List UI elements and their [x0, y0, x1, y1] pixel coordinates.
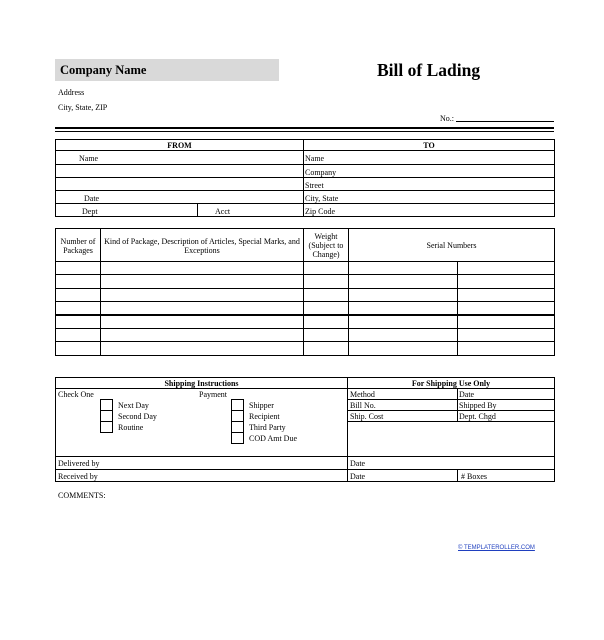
- second-day-label: Second Day: [118, 412, 157, 421]
- number-field-line[interactable]: [456, 121, 554, 122]
- row-line: [55, 341, 555, 342]
- date-label: Date: [459, 390, 475, 399]
- from-to-header-line: [55, 150, 555, 151]
- dept-chgd-label: Dept. Chgd: [459, 412, 496, 421]
- row-line: [55, 456, 555, 457]
- row-line: [55, 261, 555, 262]
- company-name[interactable]: Company Name: [60, 63, 147, 77]
- delivered-date-label: Date: [350, 459, 366, 468]
- number-label: No.:: [440, 114, 454, 123]
- payment-label: Payment: [199, 390, 227, 399]
- shipping-instructions-heading: Shipping Instructions: [164, 379, 239, 388]
- city-state-zip-field[interactable]: City, State, ZIP: [58, 103, 108, 112]
- check-one-label: Check One: [58, 390, 94, 399]
- col-line: [347, 377, 348, 482]
- to-heading: TO: [423, 141, 435, 150]
- col-number-of-packages: Number of Packages: [60, 237, 96, 255]
- recipient-label: Recipient: [249, 412, 280, 421]
- to-name-label: Name: [305, 154, 325, 163]
- row-line: [55, 301, 555, 302]
- delivered-by-label: Delivered by: [58, 459, 100, 468]
- from-dept-label: Dept: [82, 207, 98, 216]
- row-line: [347, 421, 555, 422]
- to-street-label: Street: [305, 181, 324, 190]
- col-kind-of-package: Kind of Package, Description of Articles, Special Marks, and Exceptions: [104, 237, 300, 255]
- received-date-label: Date: [350, 472, 366, 481]
- third-party-label: Third Party: [249, 423, 286, 432]
- row-line: [347, 399, 555, 400]
- col-line: [457, 469, 458, 482]
- shipping-use-only-heading: For Shipping Use Only: [411, 379, 491, 388]
- comments-label: COMMENTS:: [58, 491, 106, 500]
- from-date-label: Date: [84, 194, 100, 203]
- row-line: [55, 469, 555, 470]
- to-company-label: Company: [305, 168, 337, 177]
- row-line: [55, 288, 555, 289]
- from-heading: FROM: [167, 141, 192, 150]
- method-label: Method: [350, 390, 375, 399]
- row-line: [55, 177, 555, 178]
- shipper-label: Shipper: [249, 401, 274, 410]
- bill-no-label: Bill No.: [350, 401, 376, 410]
- row-line: [55, 203, 555, 204]
- received-by-label: Received by: [58, 472, 98, 481]
- shipped-by-label: Shipped By: [459, 401, 497, 410]
- page-title: Bill of Lading: [377, 60, 481, 80]
- row-line: [55, 190, 555, 191]
- header-divider-thin: [55, 131, 554, 132]
- routine-label: Routine: [118, 423, 144, 432]
- cod-checkbox[interactable]: [231, 432, 244, 444]
- boxes-label: # Boxes: [461, 472, 487, 481]
- row-line: [347, 410, 555, 411]
- dept-acct-divider: [197, 203, 198, 217]
- cod-amt-due-label: COD Amt Due: [249, 434, 297, 443]
- row-line: [55, 274, 555, 275]
- to-zip-label: Zip Code: [305, 207, 335, 216]
- templateroller-link[interactable]: © TEMPLATEROLLER.COM: [458, 545, 535, 551]
- col-line: [457, 388, 458, 421]
- row-line: [55, 164, 555, 165]
- row-line: [55, 314, 555, 316]
- from-name-label: Name: [79, 154, 99, 163]
- header-divider: [55, 127, 554, 129]
- row-line: [55, 388, 555, 389]
- routine-checkbox[interactable]: [100, 421, 113, 433]
- to-city-state-label: City, State: [305, 194, 339, 203]
- address-field[interactable]: Address: [58, 88, 85, 97]
- row-line: [55, 328, 555, 329]
- from-acct-label: Acct: [215, 207, 231, 216]
- col-serial-numbers: Serial Numbers: [426, 241, 477, 250]
- ship-cost-label: Ship. Cost: [350, 412, 384, 421]
- col-weight: Weight (Subject to Change): [308, 232, 344, 259]
- next-day-label: Next Day: [118, 401, 149, 410]
